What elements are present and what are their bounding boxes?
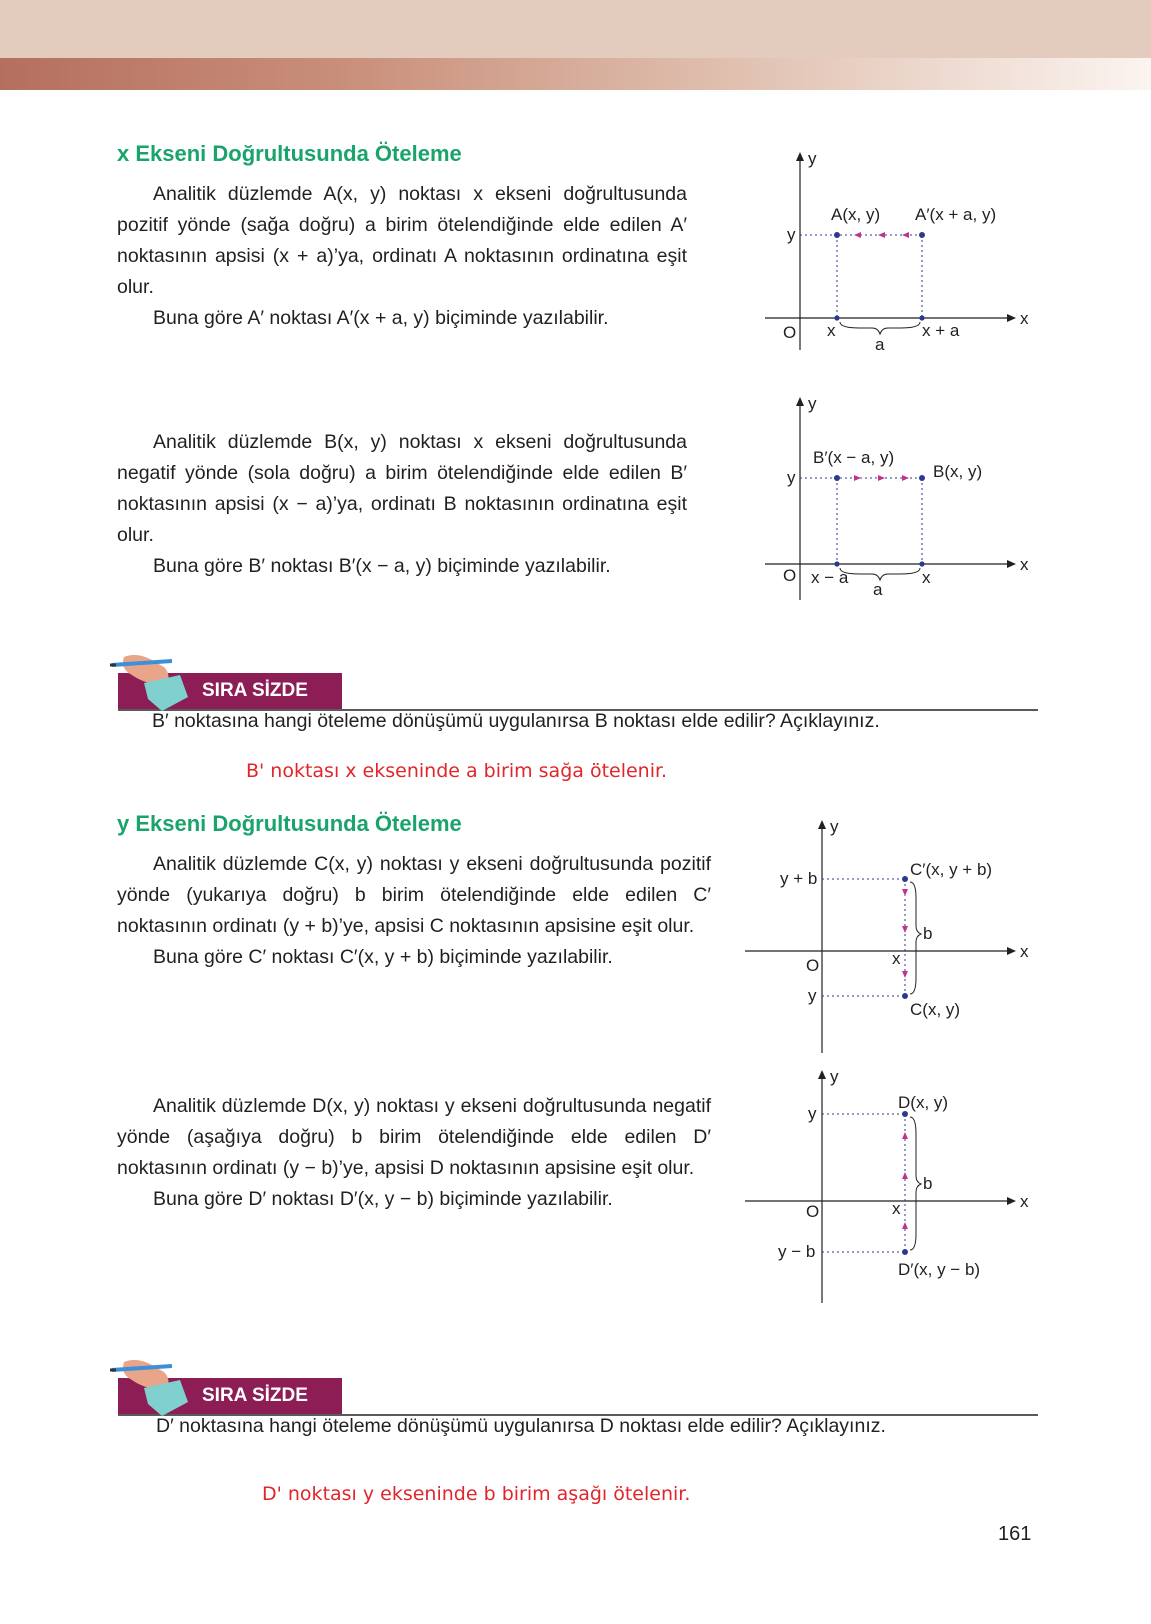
label-point-a: A(x, y) xyxy=(831,205,881,224)
top-gradient-strip xyxy=(0,58,1151,90)
x-tick-label: x xyxy=(922,568,931,587)
point-c xyxy=(902,993,908,999)
label-point-c-prime: C′(x, y + b) xyxy=(910,860,993,879)
section-y-paragraph-1 xyxy=(117,849,711,973)
section-x-heading: x Ekseni Doğrultusunda Öteleme xyxy=(117,141,462,166)
sira-2-question: D′ noktasına hangi öteleme dönüşümü uygulanırsa D noktası elde edilir? Açıklayınız. xyxy=(156,1415,886,1437)
label-point-c: C(x, y) xyxy=(910,1000,961,1019)
sira-1-answer: B' noktası x ekseninde a birim sağa ötelenir. xyxy=(246,760,668,782)
axis-y-label: y xyxy=(808,149,817,168)
origin-label: O xyxy=(783,566,797,585)
brace-label-b: b xyxy=(923,1174,933,1193)
paragraph-conclusion: Buna göre C′ noktası C′(x, y + b) biçiminde yazılabilir. xyxy=(153,946,613,968)
page-number: 161 xyxy=(998,1523,1032,1545)
x-plus-a-tick-label: x + a xyxy=(922,321,960,340)
label-point-d-prime: D′(x, y − b) xyxy=(898,1260,981,1279)
y-tick-label: y xyxy=(787,225,796,244)
axis-x-label: x xyxy=(1020,555,1029,574)
label-point-d: D(x, y) xyxy=(898,1093,949,1112)
paragraph-text: Analitik düzlemde A(x, y) noktası x ekseni doğrultusunda pozitif yönde (sağa doğru) a birim ötelendiğinde elde edilen A′ noktasının apsisi (x + a)’ya, ordinatı A noktasının ordinatına eşit olur. xyxy=(117,183,687,298)
point-b xyxy=(919,475,925,481)
point-c-prime xyxy=(902,876,908,882)
y-tick-label: y xyxy=(787,468,796,487)
x-tick-label: x xyxy=(892,1199,901,1218)
diagram-translation-b xyxy=(740,818,1030,1053)
section-x-paragraph-1 xyxy=(117,179,687,334)
sira-sizde-label: SIRA SİZDE xyxy=(188,673,342,709)
sira-sizde-banner-1 xyxy=(110,655,1038,715)
axis-x-label: x xyxy=(1020,942,1029,961)
sira-1-question: B′ noktasına hangi öteleme dönüşümü uygulanırsa B noktası elde edilir? Açıklayınız. xyxy=(152,710,880,732)
brace-label-a: a xyxy=(873,580,883,599)
point-d-prime xyxy=(902,1249,908,1255)
axis-x-label: x xyxy=(1020,1192,1029,1211)
section-x-paragraph-2 xyxy=(117,427,687,582)
diagram-translation-minus-a xyxy=(760,395,1030,600)
axis-y-label: y xyxy=(830,817,839,836)
paragraph-conclusion: Buna göre A′ noktası A′(x + a, y) biçiminde yazılabilir. xyxy=(153,307,609,329)
paragraph-text: Analitik düzlemde C(x, y) noktası y ekseni doğrultusunda pozitif yönde (yukarıya doğru) b birim ötelendiğinde elde edilen C′ noktasının ordinatı (y + b)’ye, apsisi C noktasının apsisine eşit olur. xyxy=(117,853,711,937)
x-minus-a-tick-label: x − a xyxy=(811,568,849,587)
label-point-b-prime: B′(x − a, y) xyxy=(813,448,895,467)
axis-x-label: x xyxy=(1020,309,1029,328)
diagram-translation-a xyxy=(760,149,1030,354)
origin-label: O xyxy=(783,323,797,342)
axis-y-label: y xyxy=(808,394,817,413)
paragraph-conclusion: Buna göre D′ noktası D′(x, y − b) biçiminde yazılabilir. xyxy=(153,1188,613,1210)
axis-y-label: y xyxy=(830,1067,839,1086)
y-plus-b-tick-label: y + b xyxy=(780,869,818,888)
sira-sizde-banner-2 xyxy=(110,1360,1038,1420)
x-tick-label: x xyxy=(892,949,901,968)
brace-label-b: b xyxy=(923,924,933,943)
paragraph-text: Analitik düzlemde D(x, y) noktası y ekseni doğrultusunda negatif yönde (aşağıya doğru) b birim ötelendiğinde elde edilen D′ noktasının ordinatı (y − b)’ye, apsisi D noktasının apsisine eşit olur. xyxy=(117,1095,711,1179)
x-tick-label: x xyxy=(827,321,836,340)
diagram-translation-minus-b xyxy=(740,1068,1030,1303)
y-tick-label: y xyxy=(808,1104,817,1123)
y-tick-label: y xyxy=(808,986,817,1005)
sira-sizde-label: SIRA SİZDE xyxy=(188,1378,342,1414)
brace-label-a: a xyxy=(875,335,885,354)
origin-label: O xyxy=(806,956,820,975)
sira-2-answer: D' noktası y ekseninde b birim aşağı ötelenir. xyxy=(262,1483,691,1505)
point-a xyxy=(834,232,840,238)
section-y-paragraph-2 xyxy=(117,1091,711,1215)
paragraph-text: Analitik düzlemde B(x, y) noktası x ekseni doğrultusunda negatif yönde (sola doğru) a birim ötelendiğinde elde edilen B′ noktasının apsisi (x − a)’ya, ordinatı B noktasının ordinatına eşit olur. xyxy=(117,431,687,546)
y-minus-b-tick-label: y − b xyxy=(778,1242,816,1261)
paragraph-conclusion: Buna göre B′ noktası B′(x − a, y) biçiminde yazılabilir. xyxy=(153,555,611,577)
label-point-a-prime: A′(x + a, y) xyxy=(915,205,997,224)
point-a-prime xyxy=(919,232,925,238)
top-header-band xyxy=(0,0,1151,58)
label-point-b: B(x, y) xyxy=(933,462,983,481)
point-b-prime xyxy=(834,475,840,481)
section-y-heading: y Ekseni Doğrultusunda Öteleme xyxy=(117,811,462,836)
origin-label: O xyxy=(806,1202,820,1221)
